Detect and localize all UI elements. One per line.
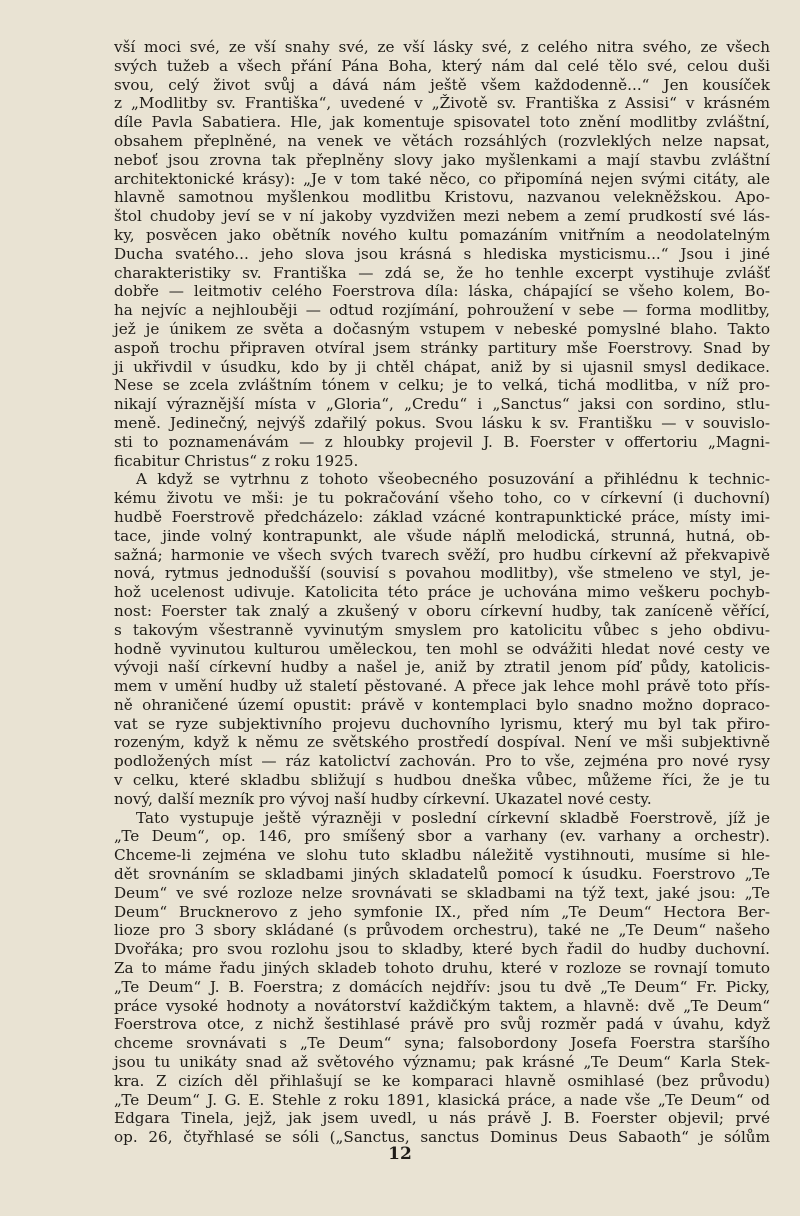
text-line: „Te Deum“, op. 146, pro smíšený sbor a varhany (ev. varhany a orchestr). [114,827,770,846]
text-line: architektonické krásy): „Je v tom také něco, co připomíná nejen svými citáty, ale [114,169,770,188]
text-line: meně. Jedinečný, nejvýš zdařilý pokus. Svou lásku k sv. Františku — v souvislo- [114,413,770,432]
text-line: jež je únikem ze světa a dočasným vstupem v nebeské pomyslné blaho. Takto [114,319,770,338]
text-line: mem v umění hudby už staletí pěstované. A přece jak lehce mohl právě toto přís- [114,677,770,696]
text-line: ky, posvěcen jako obětník nového kultu pomazáním vnitřním a neodolatelným [114,225,770,244]
text-line: svou, celý život svůj a dává nám ještě všem každodenně...“ Jen kousíček [114,75,770,94]
text-line: vývoji naší církevní hudby a našel je, aniž by ztratil jenom píď půdy, katolicis- [114,658,770,677]
text-line: nová, rytmus jednodušší (souvisí s povahou modlitby), vše stmeleno ve styl, je- [114,564,770,583]
text-line: „Te Deum“ J. G. E. Stehle z roku 1891, klasická práce, a nade vše „Te Deum“ od [114,1090,770,1109]
text-line: aspoň trochu připraven otvíral jsem stránky partitury mše Foerstrovy. Snad by [114,338,770,357]
text-line: nost: Foerster tak znalý a zkušený v oboru církevní hudby, tak zaníceně věřící, [114,601,770,620]
text-line: lioze pro 3 sbory skládané (s průvodem orchestru), také ne „Te Deum“ našeho [114,921,770,940]
text-line: dobře — leitmotiv celého Foerstrova díla: láska, chápající se všeho kolem, Bo- [114,282,770,301]
text-line: ně ohraničené území opustit: právě v kontemplaci bylo snadno možno dopraco- [114,695,770,714]
text-line: Ducha svatého... jeho slova jsou krásná s hlediska mysticismu...“ Jsou i jiné [114,244,770,263]
text-line: z „Modlitby sv. Františka“, uvedené v „Životě sv. Františka z Assisi“ v krásném [114,94,770,113]
text-line: nový, další mezník pro vývoj naší hudby církevní. Ukazatel nové cesty. [114,789,652,808]
text-line: ficabitur Christus“ z roku 1925. [114,451,359,470]
text-line: ha nejvíc a nejhlouběji — odtud rozjímání, pohroužení v sebe — forma modlitby, [114,301,770,320]
text-line: hož ucelenost udivuje. Katolicita této práce je uchována mimo veškeru pochyb- [114,583,770,602]
text-line: vší moci své, ze vší snahy své, ze vší lásky své, z celého nitra svého, ze všech [114,38,770,56]
text-line: Nese se zcela zvláštním tónem v celku; je to velká, tichá modlitba, v níž pro- [114,376,770,395]
text-line: Edgara Tinela, jejž, jak jsem uvedl, u nás právě J. B. Foerster objevil; prvé [114,1109,770,1128]
text-line: ji ukřivdil v úsudku, kdo by ji chtěl chápat, aniž by si ujasnil smysl dedikace. [114,357,770,376]
text-line: A když se vytrhnu z tohoto všeobecného posuzování a přihlédnu k technic- [136,470,770,489]
text-line: svých tužeb a všech přání Pána Boha, který nám dal celé tělo své, celou duši [114,56,770,75]
text-line: kra. Z cizích děl přihlašují se ke komparaci hlavně osmihlasé (bez průvodu) [114,1071,770,1090]
text-line: sažná; harmonie ve všech svých tvarech svěží, pro hudbu církevní až překvapivě [114,545,770,564]
text-line: Chceme-li zejména ve slohu tuto skladbu náležitě vystihnouti, musíme si hle- [114,846,770,865]
text-line: neboť jsou zrovna tak přeplněny slovy jako myšlenkami a mají stavbu zvláštní [114,150,770,169]
text-line: vat se ryze subjektivního projevu duchovního lyrismu, který mu byl tak přiro- [114,714,770,733]
text-line: obsahem přeplněné, na venek ve větách rozsáhlých (rozvleklých nelze napsat, [114,131,770,150]
text-line: chceme srovnávati s „Te Deum“ syna; falsobordony Josefa Foerstra staršího [114,1034,770,1053]
text-line: Tato vystupuje ještě výrazněji v poslední církevní skladbě Foerstrově, jíž je [136,808,770,827]
text-line: v celku, které skladbu sbližují s hudbou dneška vůbec, můžeme říci, že je tu [114,771,770,790]
text-line: kému životu ve mši: je tu pokračování všeho toho, co v církevní (i duchovní) [114,489,770,508]
text-line: s takovým všestranně vyvinutým smyslem pro katolicitu vůbec s jeho obdivu- [114,620,770,639]
text-line: hlavně samotnou myšlenkou modlitbu Kristovu, nazvanou velekněžskou. Apo- [114,188,770,207]
text-line: charakteristiky sv. Františka — zdá se, že ho tenhle excerpt vystihuje zvlášť [114,263,770,282]
text-line: jsou tu unikáty snad až světového významu; pak krásné „Te Deum“ Karla Stek- [114,1053,770,1072]
text-line: op. 26, čtyřhlasé se sóli („Sanctus, sanctus Dominus Deus Sabaoth“ je sólům [114,1128,770,1147]
text-line: nikají výraznější místa v „Gloria“, „Credu“ i „Sanctus“ jaksi con sordino, stlu- [114,395,770,414]
text-line: Dvořáka; pro svou rozlohu jsou to skladby, které bych řadil do hudby duchovní. [114,940,770,959]
text-line: Za to máme řadu jiných skladeb tohoto druhu, které v rozloze se rovnají tomuto [114,959,770,978]
text-line: sti to poznamenávám — z hloubky projevil J. B. Foerster v offertoriu „Magni- [114,432,770,451]
text-line: dět srovnáním se skladbami jiných skladatelů pomocí k úsudku. Foerstrovo „Te [114,865,770,884]
text-line: díle Pavla Sabatiera. Hle, jak komentuje spisovatel toto znění modlitby zvláštní, [114,113,770,132]
text-line: podložených míst — ráz katolictví zachován. Pro to vše, zejména pro nové rysy [114,752,770,771]
text-line: rozeným, když k němu ze světského prostředí dospíval. Není ve mši subjektivně [114,733,770,752]
text-line: štol chudoby jeví se v ní jakoby vyzdvižen mezi nebem a zemí prudkostí své lás- [114,207,770,226]
text-line: hudbě Foerstrově předcházelo: základ vzácné kontrapunktické práce, místy imi- [114,507,770,526]
text-line: Foerstrova otce, z nichž šestihlasé právě pro svůj rozměr padá v úvahu, když [114,1015,770,1034]
text-line: hodně vyvinutou kulturou uměleckou, ten mohl se odvážiti hledat nové cesty ve [114,639,770,658]
text-line: Deum“ ve své rozloze nelze srovnávati se skladbami na týž text, jaké jsou: „Te [114,883,770,902]
page-number: 12 [388,1144,412,1164]
text-line: tace, jinde volný kontrapunkt, ale všude náplň melodická, strunná, hutná, ob- [114,526,770,545]
text-line: „Te Deum“ J. B. Foerstra; z domácích nejdřív: jsou tu dvě „Te Deum“ Fr. Picky, [114,977,770,996]
text-line: práce vysoké hodnoty a novátorství každičkým taktem, a hlavně: dvě „Te Deum“ [114,996,770,1015]
body-text [114,38,770,1147]
text-line: Deum“ Brucknerovo z jeho symfonie IX., před ním „Te Deum“ Hectora Ber- [114,902,770,921]
